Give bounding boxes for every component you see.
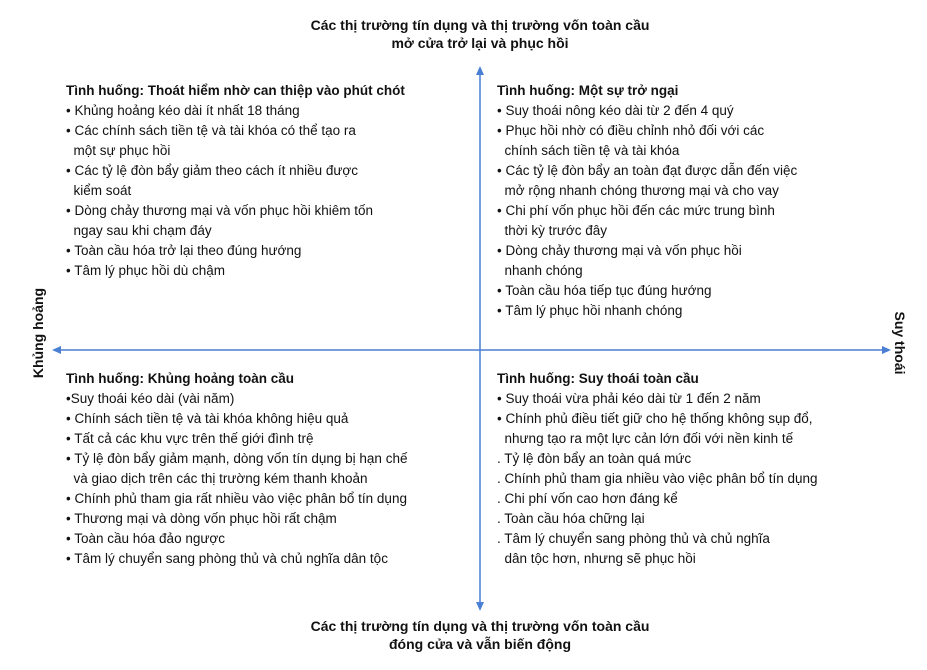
quadrant-list <box>497 389 907 569</box>
scenario-list-item: mở rộng nhanh chóng thương mại và cho vay <box>497 183 779 198</box>
scenario-list-item: ngay sau khi chạm đáy <box>66 223 212 238</box>
arrow-left-icon <box>52 346 61 354</box>
scenario-list-item: • Tâm lý phục hồi dù chậm <box>66 263 226 278</box>
scenario-list-item: . Toàn cầu hóa chững lại <box>497 511 645 526</box>
left-axis-label: Khủng hoảng <box>30 287 46 379</box>
bottom-axis-title-line: Các thị trường tín dụng và thị trường vốn toàn cầu <box>310 618 650 634</box>
scenario-list-item: • Khủng hoảng kéo dài ít nhất 18 tháng <box>66 103 300 118</box>
scenario-list-item: • Chính phủ điều tiết giữ cho hệ thống không sụp đổ, <box>497 411 813 426</box>
scenario-list-item: •Suy thoái kéo dài (vài năm) <box>66 391 235 406</box>
quadrant-top-left <box>66 81 466 281</box>
right-axis-label: Suy thoái <box>892 311 908 375</box>
scenario-list-item: . Chi phí vốn cao hơn đáng kể <box>497 491 678 506</box>
scenario-list-item: chính sách tiền tệ và tài khóa <box>497 143 680 158</box>
scenario-list-item: • Phục hồi nhờ có điều chỉnh nhỏ đối với các <box>497 123 765 138</box>
quadrant-title: Tình huống: Một sự trở ngại <box>497 83 679 98</box>
scenario-list-item: một sự phục hồi <box>66 143 171 158</box>
scenario-list-item: • Tất cả các khu vực trên thế giới đình trệ <box>66 431 314 446</box>
top-axis-title-line: Các thị trường tín dụng và thị trường vốn toàn cầu <box>310 17 650 33</box>
scenario-list-item: . Tâm lý chuyển sang phòng thủ và chủ nghĩa <box>497 531 770 546</box>
scenario-list-item: • Chính phủ tham gia rất nhiều vào việc phân bổ tín dụng <box>66 491 407 506</box>
quadrant-list <box>66 389 476 569</box>
bottom-axis-title-line: đóng cửa và vẫn biến động <box>388 636 572 652</box>
scenario-list-item: . Chính phủ tham gia nhiều vào việc phân bổ tín dụng <box>497 471 818 486</box>
scenario-list-item: • Các tỷ lệ đòn bẩy giảm theo cách ít nhiều được <box>66 163 359 178</box>
quadrant-list <box>66 101 466 281</box>
scenario-list-item: . Tỷ lệ đòn bẩy an toàn quá mức <box>497 451 692 466</box>
scenario-list-item: • Toàn cầu hóa đảo ngược <box>66 531 225 546</box>
arrow-down-icon <box>476 602 484 611</box>
bottom-axis-title <box>200 617 760 653</box>
quadrant-bottom-right <box>497 369 907 569</box>
quadrant-top-right <box>497 81 897 321</box>
scenario-list-item: • Toàn cầu hóa tiếp tục đúng hướng <box>497 283 712 298</box>
arrow-up-icon <box>476 66 484 75</box>
scenario-list-item: • Suy thoái nông kéo dài từ 2 đến 4 quý <box>497 103 734 118</box>
top-axis-title <box>200 16 760 52</box>
scenario-list-item: • Tâm lý phục hồi nhanh chóng <box>497 303 683 318</box>
scenario-list-item: • Dòng chảy thương mại và vốn phục hồi <box>497 243 742 258</box>
quadrant-bottom-left <box>66 369 476 569</box>
scenario-list-item: • Các tỷ lệ đòn bẩy an toàn đạt được dẫn đến việc <box>497 163 798 178</box>
quadrant-list <box>497 101 897 321</box>
scenario-list-item: nhanh chóng <box>497 263 583 278</box>
scenario-list-item: • Dòng chảy thương mại và vốn phục hồi khiêm tốn <box>66 203 374 218</box>
scenario-list-item: • Suy thoái vừa phải kéo dài từ 1 đến 2 năm <box>497 391 761 406</box>
scenario-list-item: • Tâm lý chuyển sang phòng thủ và chủ nghĩa dân tộc <box>66 551 388 566</box>
scenario-list-item: • Các chính sách tiền tệ và tài khóa có thể tạo ra <box>66 123 356 138</box>
scenario-list-item: nhưng tạo ra một lực cản lớn đối với nền kinh tế <box>497 431 794 446</box>
scenario-list-item: • Chi phí vốn phục hồi đến các mức trung bình <box>497 203 775 218</box>
scenario-list-item: • Chính sách tiền tệ và tài khóa không hiệu quả <box>66 411 349 426</box>
scenario-list-item: • Toàn cầu hóa trở lại theo đúng hướng <box>66 243 302 258</box>
scenario-list-item: • Tỷ lệ đòn bẩy giảm mạnh, dòng vốn tín dụng bị hạn chế <box>66 451 408 466</box>
quadrant-title: Tình huống: Khủng hoảng toàn cầu <box>66 371 294 386</box>
top-axis-title-line: mở cửa trở lại và phục hồi <box>391 35 569 51</box>
scenario-list-item: • Thương mại và dòng vốn phục hồi rất chậm <box>66 511 337 526</box>
scenario-list-item: và giao dịch trên các thị trường kém thanh khoản <box>66 471 368 486</box>
scenario-list-item: kiểm soát <box>66 183 132 198</box>
scenario-list-item: thời kỳ trước đây <box>497 223 608 238</box>
quadrant-title: Tình huống: Suy thoái toàn cầu <box>497 371 699 386</box>
scenario-list-item: dân tộc hơn, nhưng sẽ phục hồi <box>497 551 696 566</box>
quadrant-title: Tình huống: Thoát hiểm nhờ can thiệp vào phút chót <box>66 83 405 98</box>
